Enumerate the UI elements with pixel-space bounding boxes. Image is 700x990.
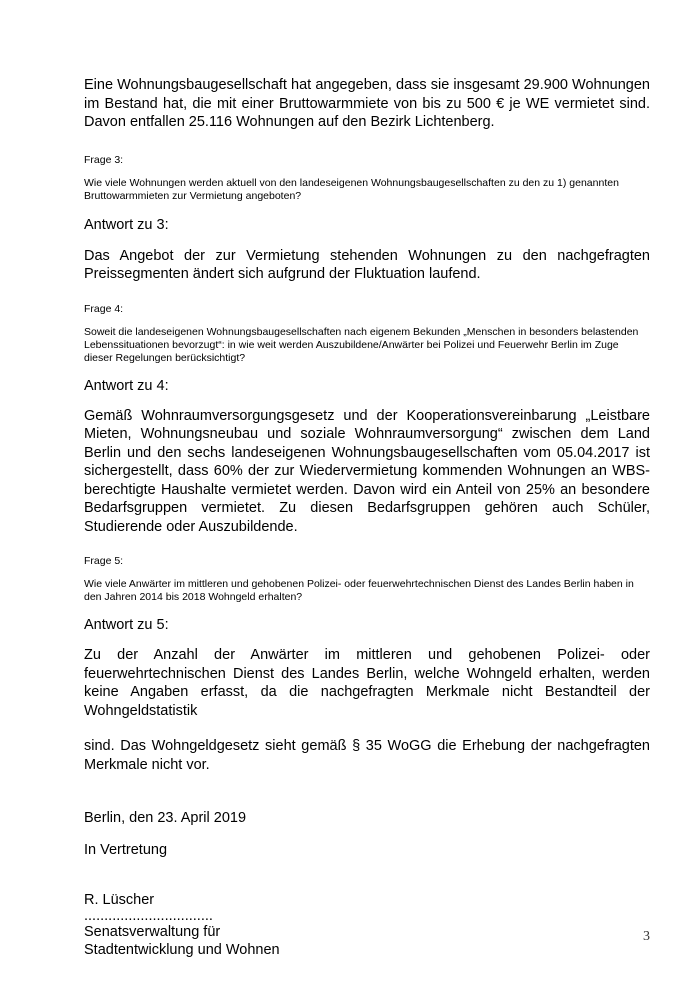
question-3-text: Wie viele Wohnungen werden aktuell von den landeseigenen Wohnungsbaugesellschaften zu den zu 1) genannten Bruttowarmmieten zur Vermietung angeboten? bbox=[84, 176, 619, 202]
answer-5-text-part1: Zu der Anzahl der Anwärter im mittleren und gehobenen Polizei- oder feuerwehrtechnischen Dienst des Landes Berlin, welche Wohngeld erhalten, werden keine Angaben erfasst, da die nachgefragten Merkmale nicht Bestandteil der Wohngeldstatistik bbox=[84, 647, 650, 719]
document-page bbox=[84, 76, 650, 959]
question-5-label: Frage 5: bbox=[84, 555, 124, 567]
organization-line-2: Stadtentwicklung und Wohnen bbox=[84, 942, 280, 958]
answer-4-text: Gemäß Wohnraumversorgungsgesetz und der Kooperationsvereinbarung „Leistbare Mieten, Wohnungsneubau und soziale Wohnraumversorgung“ zwischen dem Land Berlin und den sechs landeseigenen Wohnungsbaugesellschaften vom 05.04.2017 ist sichergestellt, dass 60% der zur Wiedervermietung kommenden Wohnungen an WBS-berechtigte Haushalte vermietet werden. Davon wird ein Anteil von 25% an besondere Bedarfsgruppen vermietet. Zu diesen Bedarfsgruppen gehören auch Schüler, Studierende oder Auszubildende. bbox=[84, 407, 650, 535]
answer-5-label: Antwort zu 5: bbox=[84, 617, 169, 633]
question-4-label: Frage 4: bbox=[84, 302, 124, 315]
question-5-text: Wie viele Anwärter im mittleren und gehobenen Polizei- oder feuerwehrtechnischen Dienst des Landes Berlin haben in den Jahren 2014 bis 2018 Wohngeld erhalten? bbox=[84, 578, 634, 603]
answer-5-text-part2: sind. Das Wohngeldgesetz sieht gemäß § 35 WoGG die Erhebung der nachgefragten Merkmale nicht vor. bbox=[84, 738, 650, 773]
signatory-name: R. Lüscher bbox=[84, 892, 155, 908]
intro-paragraph: Eine Wohnungsbaugesellschaft hat angegeben, dass sie insgesamt 29.900 Wohnungen im Bestand hat, die mit einer Bruttowarmmiete von bis zu 500 € je WE vermietet sind. Davon entfallen 25.116 Wohnungen auf den Bezirk Lichtenberg. bbox=[84, 77, 650, 130]
question-4-text: Soweit die landeseigenen Wohnungsbaugesellschaften nach eigenem Bekunden „Menschen in besonders belastenden Lebenssituationen bevorzugt“: in wie weit werden Auszubildene/Anwärter bei Polizei und Feuerwehr Berlin im Zuge dieser Regelungen berücksichtigt? bbox=[84, 325, 639, 364]
organization-line-1: Senatsverwaltung für bbox=[84, 924, 221, 940]
answer-3-text: Das Angebot der zur Vermietung stehenden Wohnungen zu den nachgefragten Preissegmenten ändert sich aufgrund der Fluktuation laufend. bbox=[84, 247, 650, 282]
representation-note: In Vertretung bbox=[84, 842, 168, 858]
place-date: Berlin, den 23. April 2019 bbox=[84, 810, 247, 826]
answer-4-label: Antwort zu 4: bbox=[84, 377, 169, 394]
question-3-label: Frage 3: bbox=[84, 153, 124, 166]
page-number: 3 bbox=[643, 929, 650, 944]
answer-3-label: Antwort zu 3: bbox=[84, 216, 169, 233]
signature-dots: ................................ bbox=[84, 908, 213, 924]
